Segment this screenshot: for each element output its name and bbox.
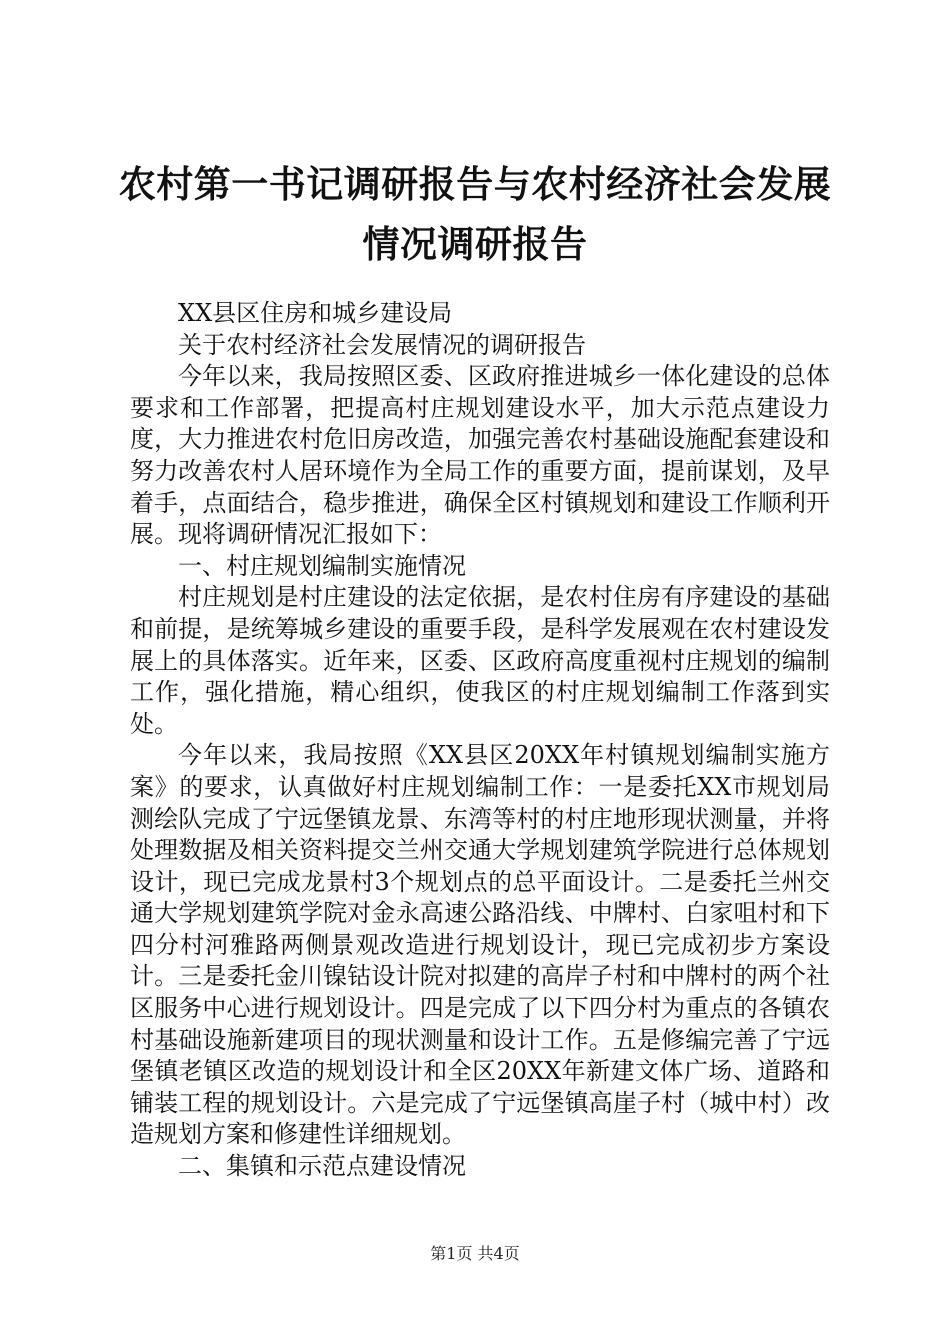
section-heading-1: 一、村庄规划编制实施情况 [178,551,466,580]
section-1-paragraph-1: 村庄规划是村庄建设的法定依据，是农村住房有序建设的基础和前提，是统筹城乡建设的重要手段，是科学发展观在农村建设发展上的具体落实。近年来，区委、区政府高度重视村庄规划的编制工作，强化措施，精心组织，使我区的村庄规划编制工作落到实处。 [130,583,830,738]
document-body [130,298,830,1183]
page-footer: 第1页 共4页 [430,1244,520,1263]
document-title: 农村第一书记调研报告与农村经济社会发展情况调研报告 [118,163,832,266]
section-1-paragraph-2: 今年以来，我局按照《XX县区20XX年村镇规划编制实施方案》的要求，认真做好村庄规划编制工作：一是委托XX市规划局测绘队完成了宁远堡镇龙景、东湾等村的村庄地形现状测量，并将处理数据及相关资料提交兰州交通大学规划建筑学院进行总体规划设计，现已完成龙景村3个规划点的总平面设计。二是委托兰州交通大学规划建筑学院对金永高速公路沿线、中牌村、白家咀村和下四分村河雅路两侧景观改造进行规划设计，现已完成初步方案设计。三是委托金川镍钴设计院对拟建的高岸子村和中牌村的两个社区服务中心进行规划设计。四是完成了以下四分村为重点的各镇农村基础设施新建项目的现状测量和设计工作。五是修编完善了宁远堡镇老镇区改造的规划设计和全区20XX年新建文体广场、道路和铺装工程的规划设计。六是完成了宁远堡镇高崖子村（城中村）改造规划方案和修建性详细规划。 [130,741,830,1149]
issuer-line: XX县区住房和城乡建设局 [178,299,453,327]
intro-paragraph: 今年以来，我局按照区委、区政府推进城乡一体化建设的总体要求和工作部署，把提高村庄规划建设水平，加大示范点建设力度，大力推进农村危旧房改造，加强完善农村基础设施配套建设和努力改善农村人居环境作为全局工作的重要方面，提前谋划，及早着手，点面结合，稳步推进，确保全区村镇规划和建设工作顺利开展。现将调研情况汇报如下： [130,362,830,549]
section-heading-2: 二、集镇和示范点建设情况 [178,1152,466,1181]
report-subtitle: 关于农村经济社会发展情况的调研报告 [178,330,586,359]
